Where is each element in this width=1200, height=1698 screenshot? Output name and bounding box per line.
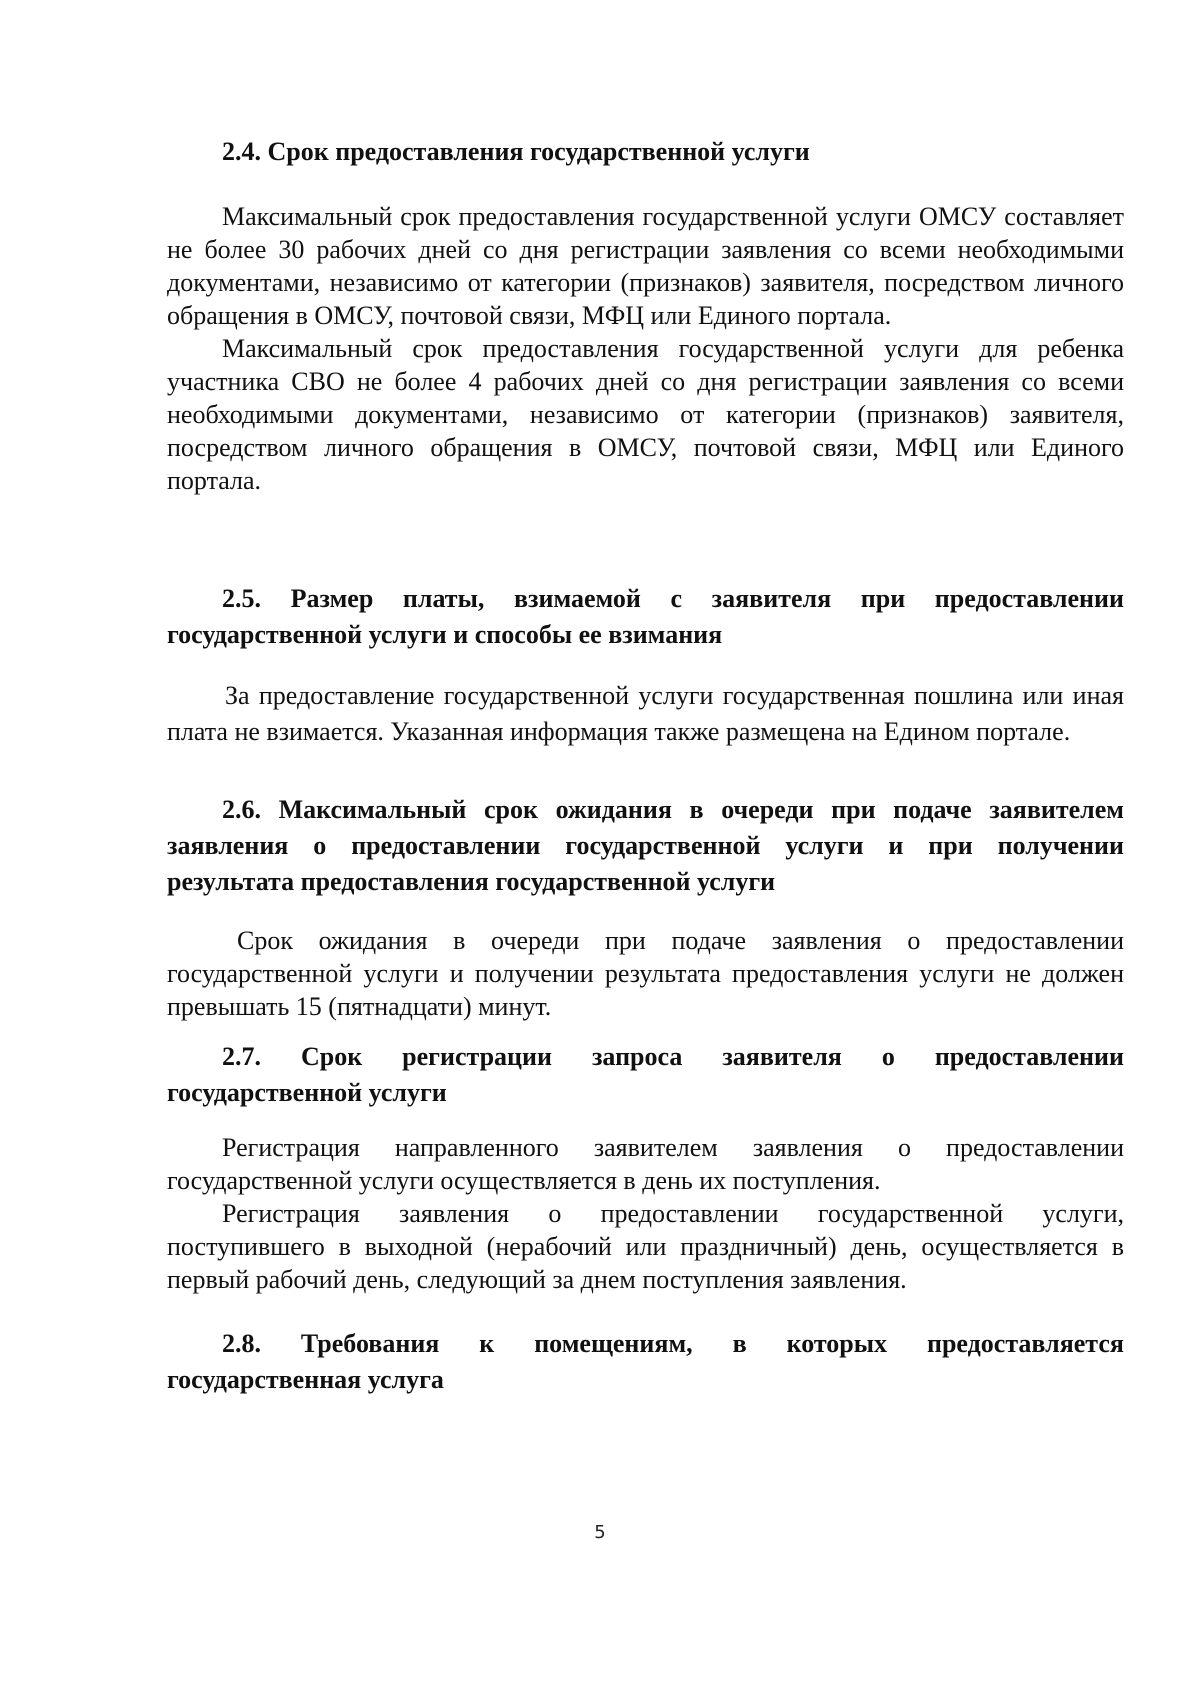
- section-heading: 2.4. Срок предоставления государственной услуги: [222, 137, 810, 166]
- document-page: [167, 118, 1124, 1598]
- section-2-5: [167, 581, 1124, 750]
- section-2-4: [167, 134, 1124, 497]
- section-heading: 2.6. Максимальный срок ожидания в очереди при подаче заявителем заявления о предоставлении государственной услуги и при получении результата предоставления государственной услуги: [167, 795, 1124, 896]
- paragraph: Максимальный срок предоставления государственной услуги для ребенка участника СВО не более 4 рабочих дней со дня регистрации заявления со всеми необходимыми документами, независимо от категории (признаков) заявителя, посредством личного обращения в ОМСУ, почтовой связи, МФЦ или Единого портала.: [167, 334, 1124, 495]
- page-number: 5: [594, 1522, 606, 1543]
- section-2-7: [167, 1039, 1124, 1296]
- paragraph: Срок ожидания в очереди при подаче заявления о предоставлении государственной услуги и получении результата предоставления услуги не должен превышать 15 (пятнадцати) минут.: [167, 926, 1124, 1021]
- section-heading: 2.8. Требования к помещениям, в которых предоставляется государственная услуга: [167, 1329, 1124, 1394]
- section-heading: 2.7. Срок регистрации запроса заявителя о предоставлении государственной услуги: [167, 1042, 1124, 1107]
- paragraph: За предоставление государственной услуги государственная пошлина или иная плата не взимается. Указанная информация также размещена на Едином портале.: [167, 681, 1124, 746]
- paragraph: Максимальный срок предоставления государственной услуги ОМСУ составляет не более 30 рабочих дней со дня регистрации заявления со всеми необходимыми документами, независимо от категории (признаков) заявителя, посредством личного обращения в ОМСУ, почтовой связи, МФЦ или Единого портала.: [167, 202, 1124, 330]
- section-2-8: [167, 1326, 1124, 1398]
- paragraph: Регистрация заявления о предоставлении государственной услуги, поступившего в выходной (нерабочий или праздничный) день, осуществляется в первый рабочий день, следующий за днем поступления заявления.: [167, 1199, 1124, 1294]
- section-heading: 2.5. Размер платы, взимаемой с заявителя при предоставлении государственной услуги и способы ее взимания: [167, 584, 1124, 649]
- paragraph: Регистрация направленного заявителем заявления о предоставлении государственной услуги осуществляется в день их поступления.: [167, 1133, 1124, 1195]
- section-2-6: [167, 792, 1124, 1023]
